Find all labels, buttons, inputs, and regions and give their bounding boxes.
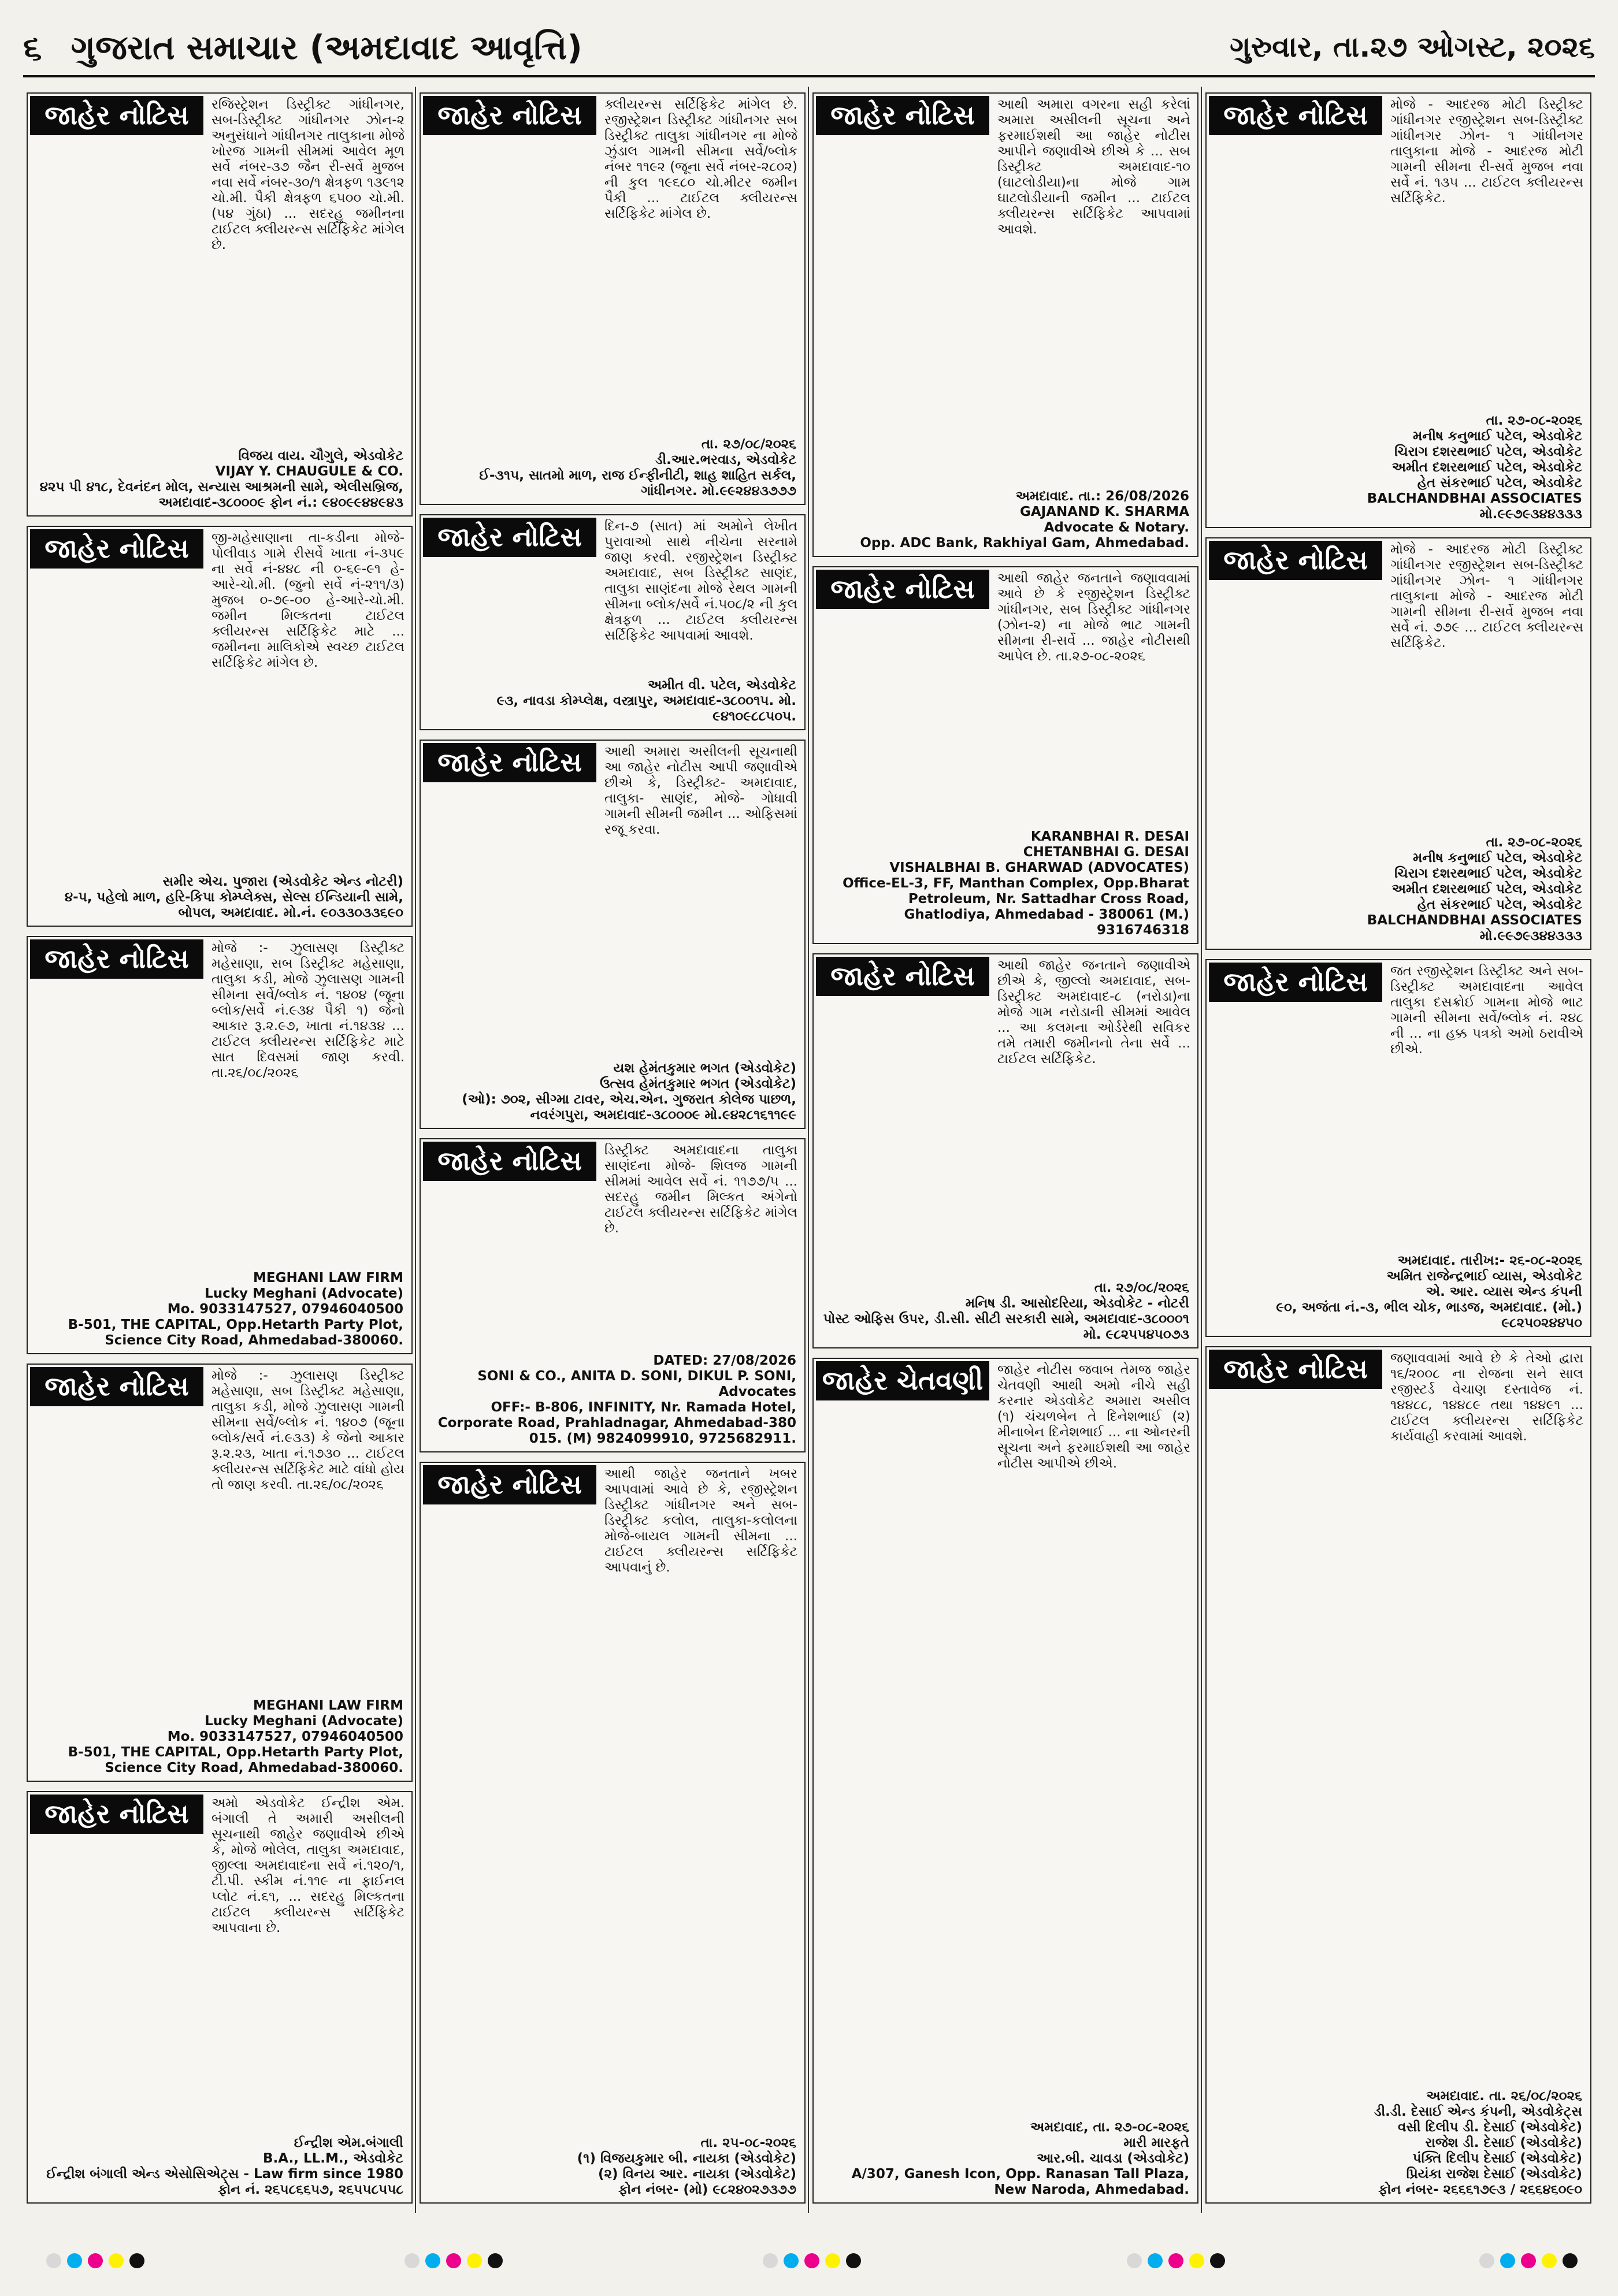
registration-dot	[784, 2253, 799, 2268]
notice-body: રજિસ્ટ્રેશન ડિસ્ટ્રીક્ટ ગાંધીનગર, સબ-ડિસ્ટ્રીક્ટ ગાંધીનગર ઝોન-૨ અનુસંધાને ગાંધીનગર તાલુકાના મોજે ખોરજ ગામની સીમમાં આવેલ મૂળ સર્વે નંબર-૩૭ જૈન રી-સર્વે મુજબ નવા સર્વે નંબર-૩૦/૧ ક્ષેત્રફળ ૧૩૯૧૨ ચો.મી. પૈકી ક્ષેત્રફળ ૬૫૦૦ ચો.મી. (૫૪ ગુંઠા) ... સદરહુ જમીનના ટાઈટલ ક્લીયરન્સ સર્ટિફિકેટ માંગેલ છે.	[211, 97, 404, 252]
registration-dot	[129, 2253, 144, 2268]
notice-title: જાહેર ચેતવણી	[816, 1361, 989, 1400]
public-notice	[420, 740, 806, 1129]
column-rule	[808, 87, 809, 2213]
notice-title: જાહેર નોટિસ	[1209, 541, 1382, 580]
registration-dot	[488, 2253, 503, 2268]
notice-signature: MEGHANI LAW FIRM Lucky Meghani (Advocate) Mo. 9033147527, 07946040500 B-501, THE CAPITAL, Opp.Hetarth Party Plot, Science City Road, Ahmedabad-380060.	[68, 1698, 403, 1775]
notice-signature: તા. ૨૫-૦૮-૨૦૨૬ (૧) વિજયકુમાર બી. નાયકા (એડવોકેટ) (૨) વિનય આર. નાયકા (એડવોકેટ) ફોન નંબર- (મો) ૯૮૨૪૦૨૭૩૭૭	[577, 2135, 796, 2197]
notice-body: મોજે - આદરજ મોટી ડિસ્ટ્રીક્ટ ગાંધીનગર રજીસ્ટ્રેશન સબ-ડિસ્ટ્રીક્ટ ગાંધીનગર ઝોન- ૧ ગાંધીનગર તાલુકાના મોજે - આદરજ મોટી ગામની સીમના રી-સર્વે મુજબ નવા સર્વે નં. ૧૩૫ ... ટાઈટલ ક્લીયરન્સ સર્ટિફિકેટ.	[1390, 97, 1583, 206]
notice-title: જાહેર નોટિસ	[423, 743, 596, 782]
public-notice	[420, 514, 806, 730]
notice-title: જાહેર નોટિસ	[30, 1795, 203, 1834]
notice-body: અમો એડવોકેટ ઈન્દ્રીશ એમ. બંગાલી તે અમારી અસીલની સૂચનાથી જાહેર જણાવીએ છીએ કે, મોજે ભોલેલ, તાલુકા અમદાવાદ, જીલ્લા અમદાવાદના સર્વે નં.૧૨૦/૧, ટી.પી. સ્કીમ નં.૧૧૯ ના ફાઈનલ પ્લોટ નં.૬૧, ... સદરહુ મિલ્કતના ટાઈટલ ક્લીયરન્સ સર્ટિફિકેટ આપવાના છે.	[211, 1796, 404, 1935]
public-notice	[1205, 959, 1591, 1337]
page-header	[23, 17, 1595, 77]
notice-signature: અમદાવાદ. તા. ૨૬/૦૮/૨૦૨૬ ડી.ડી. દેસાઈ એન્ડ કંપની, એડવોકેટ્સ વસી દિલીપ ડી. દેસાઈ (એડવોકેટ) રાજેશ ડી. દેસાઈ (એડવોકેટ) પંક્તિ દિલીપ દેસાઈ (એડવોકેટ) પ્રિયંકા રાજેશ દેસાઈ (એડવોકેટ) ફોન નંબર- ૨૬૬૬૧૭૯૩ / ૨૬૬૪૬૦૯૦	[1374, 2089, 1582, 2197]
registration-dot	[46, 2253, 61, 2268]
page-number: ૬	[23, 28, 42, 67]
notice-body: આથી જાહેર જનતાને ખબર આપવામાં આવે છે કે, રજીસ્ટ્રેશન ડિસ્ટ્રીક્ટ ગાંધીનગર અને સબ-ડિસ્ટ્રીક્ટ કલોલ, તાલુકા-કલોલના મોજે-બાયલ ગામની સીમના ... ટાઈટલ ક્લીયરન્સ સર્ટિફિકેટ આપવાનું છે.	[604, 1466, 797, 1575]
column-rule	[415, 87, 416, 2213]
notice-signature: ઈન્દ્રીશ એમ.બંગાલી B.A., LL.M., એડવોકેટ ઈન્દ્રીશ બંગાલી એન્ડ એસોસિએટ્સ - Law firm since 1980 ફોન નં. ૨૬૫૮૬૬૫૭, ૨૬૫૫૮૫૫૮	[46, 2135, 403, 2197]
registration-marks	[0, 2244, 1618, 2279]
notice-body: જી-મહેસાણાના તા-કડીના મોજે-પોલીવાડ ગામે રીસર્વે ખાતા નં-૩૫૯ ના સર્વે નં-૪૪૮ ની ૦-૬૯-૯૧ હે-આરે-ચો.મી. (જુનો સર્વે નં-૨૧૧/૩) મુજબ ૦-૭૯-૦૦ હે-આરે-ચો.મી. જમીન મિલ્કતના ટાઈટલ ક્લીયરન્સ સર્ટિફિકેટ માટે ... જમીનના માલિકોએ સ્વચ્છ ટાઈટલ સર્ટિફિકેટ માંગેલ છે.	[211, 530, 404, 670]
notice-body: મોજે :- ઝુલાસણ ડિસ્ટ્રીક્ટ મહેસાણા, સબ ડિસ્ટ્રીક્ટ મહેસાણા, તાલુકા કડી, મોજે ઝુલાસણ ગામની સીમના સર્વે/બ્લોક નં. ૧૪૦૪ (જૂના બ્લોક/સર્વે નં.૯૩૪ પૈકી ૧) જેનો આકાર રૂ.૨.૯૭, ખાતા નં.૧૪૩૪ ... ટાઈટલ ક્લીયરન્સ સર્ટિફિકેટ માટે સાત દિવસમાં જાણ કરવી. તા.૨૬/૦૮/૨૦૨૬	[211, 941, 404, 1080]
notice-signature: અમદાવાદ. તારીખ:- ૨૬-૦૮-૨૦૨૬ અમિત રાજેન્દ્રભાઈ વ્યાસ, એડવોકેટ એ. આર. વ્યાસ એન્ડ કંપની ૯૦, અજંતા નં.-૩, ભીલ ચોક, ભાડજ, અમદાવાદ. (મો.) ૯૮૨૫૦૨૪૪૫૦	[1276, 1253, 1582, 1331]
public-notice	[1205, 1346, 1591, 2204]
registration-dot	[67, 2253, 82, 2268]
public-notice	[420, 1138, 806, 1452]
masthead	[23, 28, 582, 68]
notice-signature: MEGHANI LAW FIRM Lucky Meghani (Advocate) Mo. 9033147527, 07946040500 B-501, THE CAPITAL, Opp.Hetarth Party Plot, Science City Road, Ahmedabad-380060.	[68, 1270, 403, 1348]
registration-dot	[1500, 2253, 1515, 2268]
public-notice	[27, 92, 413, 517]
notice-title: જાહેર નોટિસ	[816, 957, 989, 996]
notice-signature: અમદાવાદ, તા. ૨૭-૦૮-૨૦૨૬ મારી મારફતે આર.બી. ચાવડા (એડવોકેટ) A/307, Ganesh Icon, Opp. Ranasan Tall Plaza, New Naroda, Ahmedabad.	[851, 2120, 1189, 2197]
public-notice	[420, 92, 806, 505]
registration-dot	[404, 2253, 420, 2268]
notice-signature: યશ હેમંતકુમાર ભગત (એડવોકેટ) ઉત્સવ હેમંતકુમાર ભગત (એડવોકેટ) (ઓ): ૭૦૨, સીગ્મા ટાવર, એચ.એન. ગુજરાત કોલેજ પાછળ, નવરંગપુરા, અમદાવાદ-૩૮૦૦૦૯ મો.૯૪૨૮૧૬૧૧૯૯	[462, 1061, 796, 1123]
notice-body: આથી અમારા અસીલની સૂચનાથી આ જાહેર નોટીસ આપી જણાવીએ છીએ કે, ડિસ્ટ્રીક્ટ- અમદાવાદ, તાલુકા- સાણંદ, મોજે- ગોધાવી ગામની સીમની જમીન ... ઓફિસમાં રજૂ કરવા.	[604, 744, 797, 837]
public-notice	[27, 936, 413, 1354]
registration-dot	[109, 2253, 124, 2268]
public-notice	[27, 1791, 413, 2204]
notice-title: જાહેર નોટિસ	[423, 96, 596, 135]
notice-title: જાહેર નોટિસ	[30, 1367, 203, 1406]
registration-dot	[1479, 2253, 1494, 2268]
notice-body: દિન-૭ (સાત) માં અમોને લેખીત પુરાવાઓ સાથે નીચેના સરનામે જાણ કરવી. રજીસ્ટ્રેશન ડિસ્ટ્રીક્ટ અમદાવાદ, સબ ડિસ્ટ્રીક્ટ સાણંદ, તાલુકા સાણંદના મોજે રેથલ ગામની સીમના બ્લોક/સર્વે નં.૫૦૮/૨ ની કુલ ક્ષેત્રફળ ... ટાઈટલ ક્લીયરન્સ સર્ટિફિકેટ આપવામાં આવશે.	[604, 519, 797, 643]
public-notice	[27, 526, 413, 927]
registration-dot	[1542, 2253, 1557, 2268]
notice-title: જાહેર નોટિસ	[1209, 963, 1382, 1002]
notice-signature: અમદાવાદ. તા.: 26/08/2026 GAJANAND K. SHARMA Advocate & Notary. Opp. ADC Bank, Rakhiyal Gam, Ahmedabad.	[860, 489, 1189, 551]
notice-title: જાહેર નોટિસ	[816, 96, 989, 135]
notice-title: જાહેર નોટિસ	[30, 939, 203, 979]
registration-dot	[1127, 2253, 1142, 2268]
registration-dot	[1210, 2253, 1225, 2268]
notice-title: જાહેર નોટિસ	[816, 570, 989, 609]
notice-body: જાહેર નોટીસ જવાબ તેમજ જાહેર ચેતવણી આથી અમો નીચે સહી કરનાર એડવોકેટ અમારા અસીલ (૧) ચંચળબેન તે દિનેશભાઈ (૨) મીનાબેન દિનેશભાઈ ... ના ઓનરની સૂચના અને ફરમાઈશથી આ જાહેર નોટીસ આપીએ છીએ.	[997, 1362, 1190, 1471]
notice-title: જાહેર નોટિસ	[1209, 96, 1382, 135]
registration-dot	[467, 2253, 482, 2268]
registration-dot	[425, 2253, 440, 2268]
registration-dot	[1189, 2253, 1204, 2268]
notice-title: જાહેર નોટિસ	[30, 529, 203, 569]
notice-title: જાહેર નોટિસ	[423, 1465, 596, 1504]
notice-body: આથી જાહેર જનતાને જણાવીએ છીએ કે, જીલ્લો અમદાવાદ, સબ-ડિસ્ટ્રીક્ટ અમદાવાદ-૮ (નરોડા)ના મોજે ગામ નરોડાની સીમમાં આવેલ ... આ કલમના ઓર્ડરેથી સવિકર તમે તમારી જમીનનો તેના સર્વે ... ટાઈટલ સર્ટિફિકેટ.	[997, 958, 1190, 1067]
registration-dot	[1563, 2253, 1578, 2268]
registration-dot	[763, 2253, 778, 2268]
notice-title: જાહેર નોટિસ	[423, 518, 596, 557]
notice-body: ડિસ્ટ્રીક્ટ અમદાવાદના તાલુકા સાણંદના મોજે- શિલજ ગામની સીમમાં આવેલ સર્વે નં. ૧૧૭૭/૫ ... સદરહુ જમીન મિલ્કત અંગેનો ટાઈટલ ક્લીયરન્સ સર્ટિફિકેટ માંગેલ છે.	[604, 1143, 797, 1236]
notice-body: મોજે :- ઝુલાસણ ડિસ્ટ્રીક્ટ મહેસાણા, સબ ડિસ્ટ્રીક્ટ મહેસાણા, તાલુકા કડી, મોજે ઝુલાસણ ગામની સીમના સર્વે/બ્લોક નં. ૧૪૦૭ (જૂના બ્લોક/સર્વે નં.૯૩૩) કે જેનો આકાર રૂ.૨.૨૩, ખાતા નં.૧૭૩૦ ... ટાઈટલ ક્લીયરન્સ સર્ટિફિકેટ માટે વાંધો હોય તો જાણ કરવી. તા.૨૬/૦૮/૨૦૨૬	[211, 1368, 404, 1492]
notice-title: જાહેર નોટિસ	[423, 1142, 596, 1181]
registration-dot	[88, 2253, 103, 2268]
public-notice	[812, 92, 1198, 557]
public-notice	[1205, 537, 1591, 950]
notice-signature: KARANBHAI R. DESAI CHETANBHAI G. DESAI VISHALBHAI B. GHARWAD (ADVOCATES) Office-EL-3, FF, Manthan Complex, Opp.Bharat Petroleum, Nr. Sattadhar Cross Road, Ghatlodiya, Ahmedabad - 380061 (M.) 9316746318	[843, 829, 1189, 938]
notice-body: જત રજીસ્ટ્રેશન ડિસ્ટ્રીક્ટ અને સબ-ડિસ્ટ્રીક્ટ અમદાવાદના આવેલ તાલુકા દસક્રોઈ ગામના મોજે ભાટ ગામની સીમના સર્વે/બ્લોક નં. ૨૪૮ ની ... ના હક્ક પત્રકો અમો ઠરાવીએ છીએ.	[1390, 964, 1583, 1057]
registration-dot	[1521, 2253, 1536, 2268]
column-rule	[1201, 87, 1202, 2213]
registration-dot	[804, 2253, 819, 2268]
registration-dot	[1168, 2253, 1183, 2268]
registration-dot	[846, 2253, 861, 2268]
notice-body: જણાવવામાં આવે છે કે તેઓ દ્વારા ૧૬/૨૦૦૮ ના રોજના સને સાલ રજીસ્ટર્ડ વેચાણ દસ્તાવેજ નં. ૧૪૪૮૮, ૧૪૪૮૯ તથા ૧૪૪૯૧ ... ટાઈટલ ક્લીયરન્સ સર્ટિફિકેટ કાર્યવાહી કરવામાં આવશે.	[1390, 1351, 1583, 1444]
notice-body: આથી અમારા વગરના સહી કરેલાં અમારા અસીલની સૂચના અને ફરમાઈશથી આ જાહેર નોટીસ આપીને જણાવીએ છીએ કે ... સબ ડિસ્ટ્રીક્ટ અમદાવાદ-૧૦ (ઘાટલોડીયા)ના મોજે ગામ ઘાટલોડીયાની જમીન ... ટાઈટલ ક્લીયરન્સ સર્ટિફિકેટ આપવામાં આવશે.	[997, 97, 1190, 237]
registration-dot	[1148, 2253, 1163, 2268]
public-notice	[27, 1364, 413, 1782]
registration-dot	[825, 2253, 840, 2268]
public-notice	[1205, 92, 1591, 528]
notice-signature: DATED: 27/08/2026 SONI & CO., ANITA D. SONI, DIKUL P. SONI, Advocates OFF:- B-806, INFINITY, Nr. Ramada Hotel, Corporate Road, Prahladnagar, Ahmedabad-380 015. (M) 9824099910, 9725682911.	[437, 1353, 796, 1446]
notice-signature: તા. ૨૭-૦૮-૨૦૨૬ મનીષ કનુભાઈ પટેલ, એડવોકેટ ચિરાગ દશરથભાઈ પટેલ, એડવોકેટ અમીત દશરથભાઈ પટેલ, એડવોકેટ હેત સંકરભાઈ પટેલ, એડવોકેટ BALCHANDBHAI ASSOCIATES મો.૯૯૭૯૩૪૪૩૩૩	[1367, 413, 1582, 522]
notice-title: જાહેર નોટિસ	[30, 96, 203, 135]
registration-dot	[446, 2253, 461, 2268]
paper-title: ગુજરાત સમાચાર (અમદાવાદ આવૃત્તિ)	[70, 28, 582, 67]
public-notice	[420, 1462, 806, 2204]
notice-signature: તા. ૨૭/૦૮/૨૦૨૬ મનિષ ડી. આસોદરિયા, એડવોકેટ - નોટરી પોસ્ટ ઓફિસ ઉપર, ડી.સી. સીટી સરકારી સામે, અમદાવાદ-૩૮૦૦૦૧ મો. ૯૮૨૫૫૪૫૦૭૩	[823, 1280, 1189, 1342]
notice-body: ક્લીયરન્સ સર્ટિફિકેટ માંગેલ છે. રજીસ્ટ્રેશન ડિસ્ટ્રીક્ટ ગાંધીનગર સબ ડિસ્ટ્રીક્ટ તાલુકા ગાંધીનગર ના મોજે ઝુંડાલ ગામની સીમના સર્વે/બ્લોક નંબર ૧૧૯૨ (જૂના સર્વે નંબર-૨૮૦૨) ની કુલ ૧૯૬૮૦ ચો.મીટર જમીન પૈકી ... ટાઈટલ ક્લીયરન્સ સર્ટિફિકેટ માંગેલ છે.	[604, 97, 797, 221]
notice-title: જાહેર નોટિસ	[1209, 1350, 1382, 1389]
notice-signature: તા. ૨૭-૦૮-૨૦૨૬ મનીષ કનુભાઈ પટેલ, એડવોકેટ ચિરાગ દશરથભાઈ પટેલ, એડવોકેટ અમીત દશરથભાઈ પટેલ, એડવોકેટ હેત સંકરભાઈ પટેલ, એડવોકેટ BALCHANDBHAI ASSOCIATES મો.૯૯૭૯૩૪૪૩૩૩	[1367, 835, 1582, 943]
public-notice	[812, 566, 1198, 944]
public-notice	[812, 953, 1198, 1348]
public-notice	[812, 1358, 1198, 2204]
notice-signature: સમીર એચ. પુજારા (એડવોકેટ એન્ડ નોટરી) ૪-૫, પહેલો માળ, હરિ-કિપા કોમ્પ્લેક્સ, સેલ્સ ઈન્ડિયાની સામે, બોપલ, અમદાવાદ. મો.નં. ૯૦૩૩૦૩૩૬૯૦	[64, 874, 403, 920]
notice-signature: તા. ૨૭/૦૮/૨૦૨૬ ડી.આર.ભરવાડ, એડવોકેટ ઈ-૩૧૫, સાતમો માળ, રાજ ઈન્ફીનીટી, શાહ શાહિત સર્કલ, ગાંધીનગર. મો.૯૯૨૪૪૩૭૭૭	[479, 437, 796, 499]
notice-body: મોજે - આદરજ મોટી ડિસ્ટ્રીક્ટ ગાંધીનગર રજીસ્ટ્રેશન સબ-ડિસ્ટ્રીક્ટ ગાંધીનગર ઝોન- ૧ ગાંધીનગર તાલુકાના મોજે - આદરજ મોટી ગામની સીમના રી-સર્વે મુજબ નવા સર્વે નં. ૭૭૯ ... ટાઈટલ ક્લીયરન્સ સર્ટિફિકેટ.	[1390, 542, 1583, 651]
notice-body: આથી જાહેર જનતાને જણાવવામાં આવે છે કે રજીસ્ટ્રેશન ડિસ્ટ્રીક્ટ ગાંધીનગર, સબ ડિસ્ટ્રીક્ટ ગાંધીનગર (ઝોન-૨) ના મોજે ભાટ ગામની સીમના રી-સર્વે ... જાહેર નોટીસથી આપેલ છે. તા.૨૭-૦૮-૨૦૨૬	[997, 571, 1190, 664]
date-line: ગુરુવાર, તા.૨૭ ઓગસ્ટ, ૨૦૨૬	[1230, 30, 1595, 64]
notice-signature: અમીત વી. પટેલ, એડવોકેટ ૯૩, નાવડા કોમ્પ્લેક્ષ, વસ્ત્રાપુર, અમદાવાદ-૩૮૦૦૧૫. મો. ૯૪૧૦૯૮૮૫૦૫.	[496, 678, 796, 724]
notice-signature: વિજય વાય. ચૌગુલે, એડવોકેટ VIJAY Y. CHAUGULE & CO. ૪૨૫ પી ૪૧૮, દેવનંદન મોલ, સન્યાસ આશ્રમની સામે, એલીસબ્રિજ, અમદાવાદ-૩૮૦૦૦૯ ફોન નં.: ૯૪૦૯૯૪૪૯૪૩	[39, 448, 403, 510]
